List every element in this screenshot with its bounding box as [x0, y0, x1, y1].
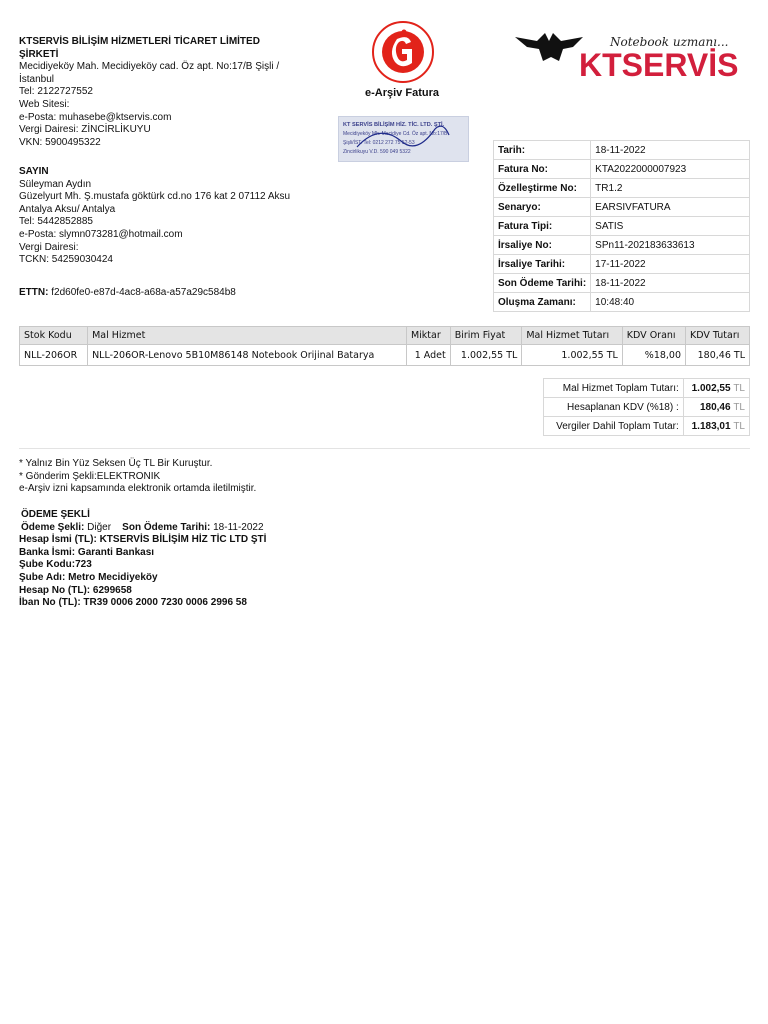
info-label: Fatura Tipi: [494, 217, 591, 236]
info-label: Tarih: [494, 141, 591, 160]
iban: İban No (TL): TR39 0006 2000 7230 0006 2996 58 [19, 597, 247, 609]
branch-code: Şube Kodu:723 [19, 559, 92, 571]
bank-name: Banka İsmi: Garanti Bankası [19, 546, 155, 558]
totals-label: Mal Hizmet Toplam Tutarı: [544, 379, 684, 398]
info-value: SATIS [591, 217, 750, 236]
account-number: Hesap No (TL): 6299658 [19, 584, 132, 596]
totals-amount: 1.002,55 [691, 382, 731, 394]
info-row [494, 236, 750, 255]
eagle-icon [515, 33, 583, 61]
buyer-phone: Tel: 5442852885 [19, 216, 93, 228]
totals-label: Hesaplanan KDV (%18) : [544, 398, 684, 417]
totals-currency: TL [733, 420, 745, 432]
items-table [19, 326, 750, 366]
info-label: İrsaliye No: [494, 236, 591, 255]
payment-due-label: Son Ödeme Tarihi: [122, 521, 211, 533]
seller-name: KTSERVİS BİLİŞİM HİZMETLERİ TİCARET LİMİTED [19, 36, 260, 47]
seller-block [19, 36, 319, 149]
ettn-label: ETTN: [19, 287, 49, 298]
note-earsiv-statement: e-Arşiv izni kapsamında elektronik ortamda iletilmiştir. [19, 483, 257, 495]
buyer-heading: SAYIN [19, 166, 49, 177]
column-header: Mal Hizmet Tutarı [522, 327, 622, 345]
buyer-tckn: TCKN: 54259030424 [19, 254, 113, 266]
totals-row [544, 398, 750, 417]
info-row [494, 255, 750, 274]
table-cell: 180,46 TL [686, 345, 750, 366]
totals-value [683, 398, 749, 417]
payment-method-value: Diğer [87, 521, 112, 533]
ettn-value: f2d60fe0-e87d-4ac8-a68a-a57a29c584b8 [51, 287, 236, 298]
column-header: KDV Oranı [622, 327, 685, 345]
invoice-info-table [493, 140, 750, 312]
buyer-block [19, 166, 339, 267]
branch-name: Şube Adı: Metro Mecidiyeköy [19, 571, 158, 583]
seller-phone: Tel: 2122727552 [19, 86, 93, 98]
stamp-line-3: Şişli/İST. Tel: 0212 272 75 52-53 [343, 140, 415, 146]
table-cell: %18,00 [622, 345, 685, 366]
table-cell: 1 Adet [406, 345, 450, 366]
document-type-title: e-Arşiv Fatura [365, 87, 439, 99]
info-row [494, 179, 750, 198]
info-value: 17-11-2022 [591, 255, 750, 274]
totals-currency: TL [733, 401, 745, 413]
seller-address: Mecidiyeköy Mah. Mecidiyeköy cad. Öz apt. No:17/B Şişli / [19, 61, 280, 73]
buyer-email: e-Posta: slymn073281@hotmail.com [19, 228, 183, 240]
stamp-line-4: Zincirlikuyu V.D. 590 049 5322 [343, 149, 411, 155]
stamp-line-1: KT SERVİS BİLİŞİM HİZ. TİC. LTD. ŞTİ. [343, 122, 445, 128]
company-stamp [338, 116, 469, 162]
totals-value [683, 379, 749, 398]
info-row [494, 141, 750, 160]
info-value: 10:48:40 [591, 293, 750, 312]
totals-row [544, 379, 750, 398]
totals-value [683, 417, 749, 436]
seller-address-cont: İstanbul [19, 73, 55, 85]
totals-amount: 180,46 [699, 401, 731, 413]
info-value: 18-11-2022 [591, 141, 750, 160]
table-row [20, 345, 750, 366]
totals-table [543, 378, 750, 436]
column-header: Mal Hizmet [88, 327, 407, 345]
totals-amount: 1.183,01 [691, 420, 731, 432]
note-amount-in-words: * Yalnız Bin Yüz Seksen Üç TL Bir Kuruştur. [19, 458, 213, 469]
stamp-line-2: Mecidiyeköy Mh. Mecidiye Cd. Öz apt. No:17/B [343, 131, 448, 137]
column-header: Birim Fiyat [450, 327, 522, 345]
buyer-tax-office: Vergi Dairesi: [19, 241, 79, 253]
payment-block [19, 509, 266, 610]
ktservis-brand-logo [515, 27, 750, 81]
brand-tagline: Notebook uzmanı... [610, 35, 729, 49]
info-row [494, 160, 750, 179]
seller-vkn: VKN: 5900495322 [19, 136, 101, 148]
table-cell: 1.002,55 TL [450, 345, 522, 366]
info-label: Fatura No: [494, 160, 591, 179]
info-value: KTA2022000007923 [591, 160, 750, 179]
column-header: Miktar [406, 327, 450, 345]
notes-block [19, 458, 256, 496]
brand-name: KTSERVİS [579, 47, 739, 81]
note-delivery-method: * Gönderim Şekli:ELEKTRONIK [19, 470, 161, 482]
info-value: 18-11-2022 [591, 274, 750, 293]
buyer-name: Süleyman Aydın [19, 178, 92, 190]
info-value: EARSIVFATURA [591, 198, 750, 217]
info-label: Oluşma Zamanı: [494, 293, 591, 312]
info-row [494, 293, 750, 312]
info-value: SPn11-202183633613 [591, 236, 750, 255]
info-label: Son Ödeme Tarihi: [494, 274, 591, 293]
info-label: İrsaliye Tarihi: [494, 255, 591, 274]
table-cell: NLL-206OR [20, 345, 88, 366]
payment-heading: ÖDEME ŞEKLİ [21, 509, 90, 520]
totals-currency: TL [733, 382, 745, 394]
info-label: Senaryo: [494, 198, 591, 217]
items-header-row [20, 327, 750, 345]
info-row [494, 217, 750, 236]
table-cell: 1.002,55 TL [522, 345, 622, 366]
seller-tax-office: Vergi Dairesi: ZİNCİRLİKUYU [19, 124, 151, 136]
info-value: TR1.2 [591, 179, 750, 198]
gib-seal-logo [364, 20, 442, 84]
table-cell: NLL-206OR-Lenovo 5B10M86148 Notebook Orijinal Batarya [88, 345, 407, 366]
info-row [494, 274, 750, 293]
ettn [19, 287, 236, 300]
column-header: Stok Kodu [20, 327, 88, 345]
seller-website: Web Sitesi: [19, 98, 70, 110]
buyer-address: Güzelyurt Mh. Ş.mustafa göktürk cd.no 176 kat 2 07112 Aksu [19, 191, 291, 203]
seller-email: e-Posta: muhasebe@ktservis.com [19, 111, 172, 123]
payment-due-value: 18-11-2022 [213, 521, 264, 533]
seller-name-cont: ŞİRKETİ [19, 48, 59, 60]
totals-label: Vergiler Dahil Toplam Tutar: [544, 417, 684, 436]
payment-method-row [19, 522, 266, 535]
divider [19, 448, 750, 449]
payment-method-label: Ödeme Şekli: [21, 521, 85, 533]
info-row [494, 198, 750, 217]
info-label: Özelleştirme No: [494, 179, 591, 198]
account-name: Hesap İsmi (TL): KTSERVİS BİLİŞİM HİZ TİC LTD ŞTİ [19, 534, 267, 546]
column-header: KDV Tutarı [686, 327, 750, 345]
totals-row [544, 417, 750, 436]
buyer-address-cont: Antalya Aksu/ Antalya [19, 203, 116, 215]
